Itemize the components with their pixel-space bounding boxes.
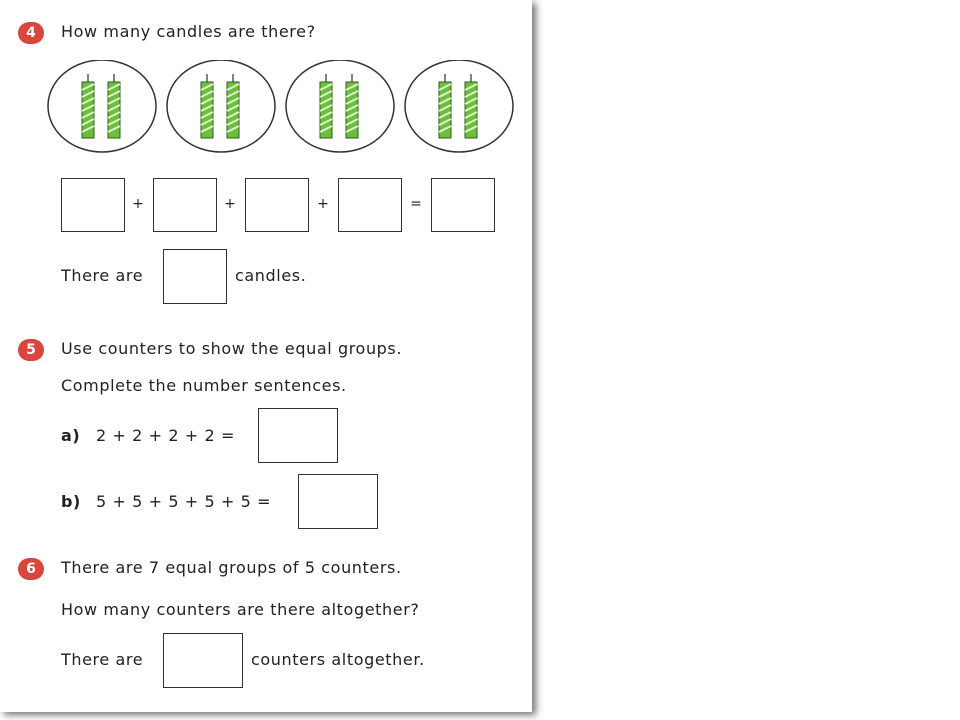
question-6-badge: 6 xyxy=(18,558,44,580)
candle-group xyxy=(48,60,156,152)
q6-answer-suffix: counters altogether. xyxy=(251,650,425,669)
addend-box-2[interactable] xyxy=(153,178,217,232)
question-4-badge: 4 xyxy=(18,22,44,44)
candle-group xyxy=(167,60,275,152)
group-circle xyxy=(286,60,394,152)
plus-sign-1: + xyxy=(132,196,144,212)
q4-answer-prefix: There are xyxy=(61,266,144,285)
sum-box[interactable] xyxy=(431,178,495,232)
addend-box-1[interactable] xyxy=(61,178,125,232)
group-circle xyxy=(167,60,275,152)
question-5-badge: 5 xyxy=(18,339,44,361)
candle-icon xyxy=(108,74,120,138)
question-6-question: How many counters are there altogether? xyxy=(61,600,420,619)
candle-icon xyxy=(346,74,358,138)
candle-group xyxy=(286,60,394,152)
equals-sign: = xyxy=(410,196,422,212)
plus-sign-3: + xyxy=(317,196,329,212)
candle-icon xyxy=(320,74,332,138)
candle-icon xyxy=(439,74,451,138)
candle-groups xyxy=(40,60,520,160)
question-6-statement: There are 7 equal groups of 5 counters. xyxy=(61,558,402,577)
candle-icon xyxy=(201,74,213,138)
addend-box-4[interactable] xyxy=(338,178,402,232)
part-b-label: b) xyxy=(61,492,81,511)
q6-answer-prefix: There are xyxy=(61,650,144,669)
question-4-text: How many candles are there? xyxy=(61,22,316,41)
part-a-expression: 2 + 2 + 2 + 2 = xyxy=(96,426,235,445)
addend-box-3[interactable] xyxy=(245,178,309,232)
part-b-expression: 5 + 5 + 5 + 5 + 5 = xyxy=(96,492,272,511)
candle-icon xyxy=(227,74,239,138)
candle-icon xyxy=(82,74,94,138)
group-circle xyxy=(405,60,513,152)
candle-icon xyxy=(465,74,477,138)
q4-answer-box[interactable] xyxy=(163,249,227,304)
question-5-instruction: Use counters to show the equal groups. xyxy=(61,339,403,358)
q4-answer-suffix: candles. xyxy=(235,266,307,285)
candle-group xyxy=(405,60,513,152)
part-a-answer-box[interactable] xyxy=(258,408,338,463)
group-circle xyxy=(48,60,156,152)
part-a-label: a) xyxy=(61,426,81,445)
part-b-answer-box[interactable] xyxy=(298,474,378,529)
q6-answer-box[interactable] xyxy=(163,633,243,688)
question-5-instruction-2: Complete the number sentences. xyxy=(61,376,347,395)
plus-sign-2: + xyxy=(224,196,236,212)
